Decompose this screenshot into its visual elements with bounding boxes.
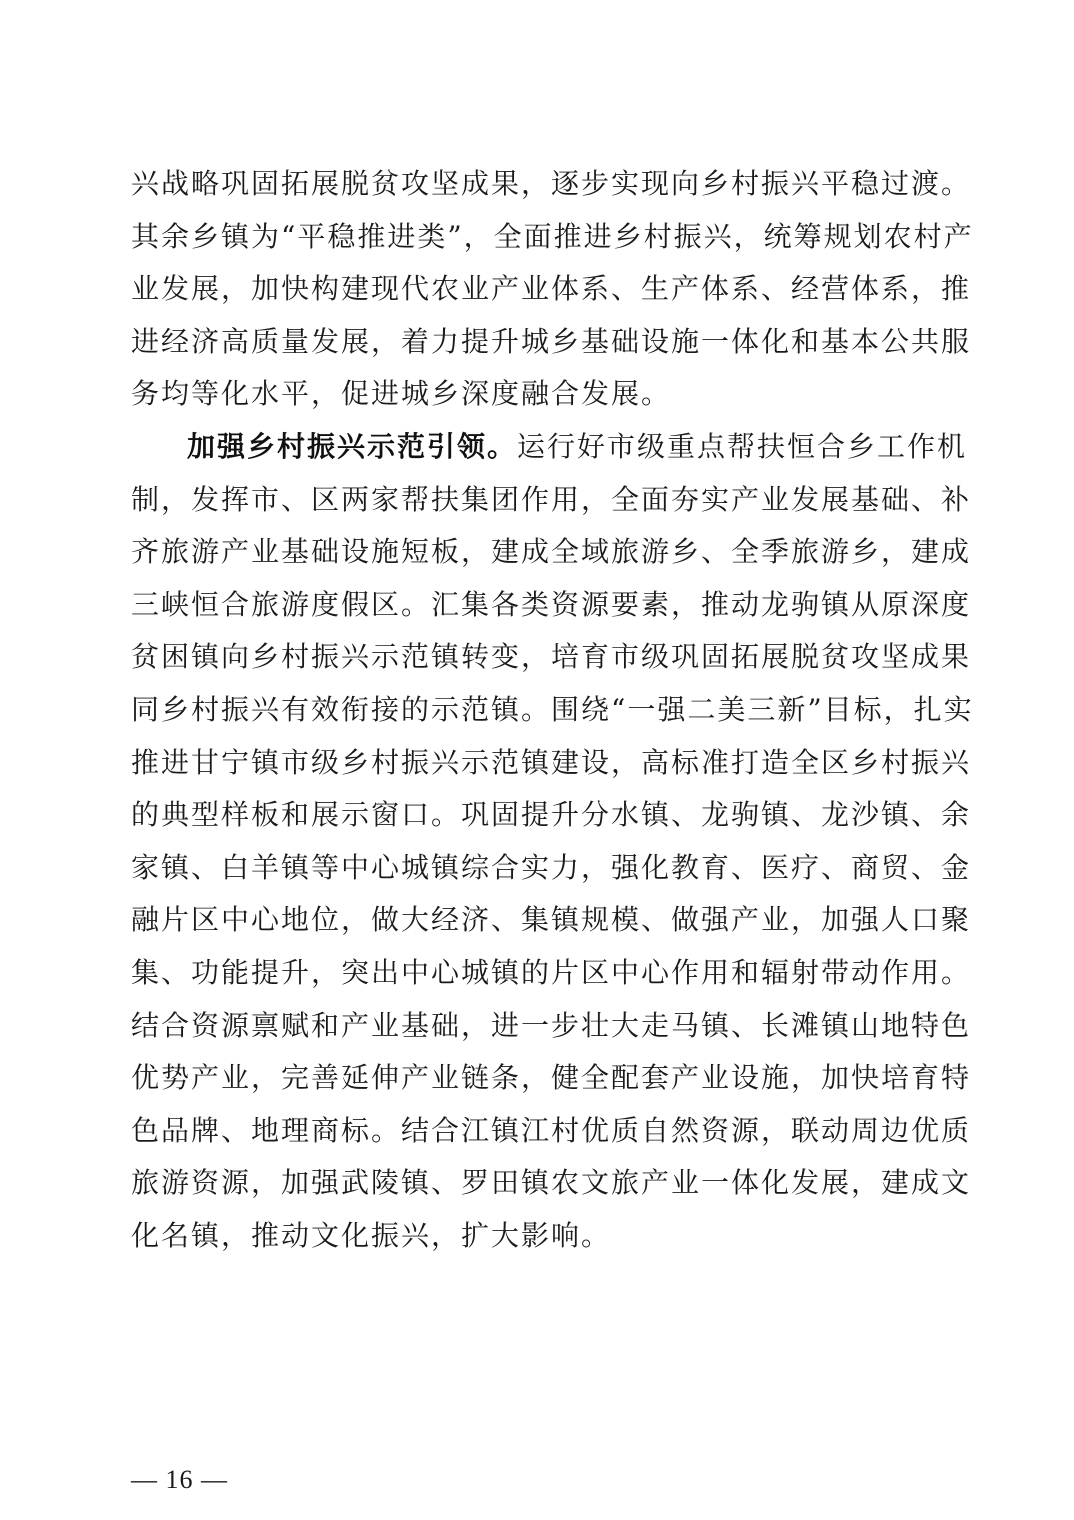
paragraph-2-first-line bbox=[131, 421, 968, 474]
paragraph-2-line: 贫困镇向乡村振兴示范镇转变，培育市级巩固拓展脱贫攻坚成果 bbox=[131, 640, 972, 674]
paragraph-1-line: 兴战略巩固拓展脱贫攻坚成果，逐步实现向乡村振兴平稳过渡。 bbox=[131, 167, 972, 200]
paragraph-2-line: 融片区中心地位，做大经济、集镇规模、做强产业，加强人口聚 bbox=[131, 903, 972, 937]
paragraph-1-line: 业发展，加快构建现代农业产业体系、生产体系、经营体系，推 bbox=[131, 272, 972, 306]
paragraph-1-line: 务均等化水平，促进城乡深度融合发展。 bbox=[131, 377, 672, 411]
body-text bbox=[131, 158, 974, 1262]
paragraph-2-first-line-text: 运行好市级重点帮扶恒合乡工作机 bbox=[517, 429, 968, 463]
paragraph-2-line: 旅游资源，加强武陵镇、罗田镇农文旅产业一体化发展，建成文 bbox=[131, 1166, 972, 1200]
paragraph-2-line: 三峡恒合旅游度假区。汇集各类资源要素，推动龙驹镇从原深度 bbox=[131, 587, 972, 621]
paragraph-2-line: 家镇、白羊镇等中心城镇综合实力，强化教育、医疗、商贸、金 bbox=[131, 850, 972, 884]
paragraph-2-line: 集、功能提升，突出中心城镇的片区中心作用和辐射带动作用。 bbox=[131, 955, 972, 989]
paragraph-2-line: 优势产业，完善延伸产业链条，健全配套产业设施，加快培育特 bbox=[131, 1061, 972, 1095]
paragraph-2-line: 齐旅游产业基础设施短板，建成全域旅游乡、全季旅游乡，建成 bbox=[131, 535, 972, 569]
paragraph-2-line: 同乡村振兴有效衔接的示范镇。围绕“一强二美三新”目标，扎实 bbox=[131, 692, 974, 726]
page-number: — 16 — bbox=[131, 1465, 228, 1494]
paragraph-2-line: 制，发挥市、区两家帮扶集团作用，全面夯实产业发展基础、补 bbox=[131, 482, 972, 516]
paragraph-2-line: 的典型样板和展示窗口。巩固提升分水镇、龙驹镇、龙沙镇、余 bbox=[131, 798, 972, 832]
paragraph-2-line: 化名镇，推动文化振兴，扩大影响。 bbox=[131, 1218, 612, 1252]
paragraph-2-line: 色品牌、地理商标。结合江镇江村优质自然资源，联动周边优质 bbox=[131, 1113, 972, 1147]
paragraph-2-line: 推进甘宁镇市级乡村振兴示范镇建设，高标准打造全区乡村振兴 bbox=[131, 745, 972, 779]
section-heading: 加强乡村振兴示范引领。 bbox=[187, 429, 518, 463]
paragraph-2-line: 结合资源禀赋和产业基础，进一步壮大走马镇、长滩镇山地特色 bbox=[131, 1008, 972, 1042]
paragraph-1-line: 其余乡镇为“平稳推进类”，全面推进乡村振兴，统筹规划农村产 bbox=[131, 219, 974, 253]
paragraph-1-line: 进经济高质量发展，着力提升城乡基础设施一体化和基本公共服 bbox=[131, 324, 972, 358]
